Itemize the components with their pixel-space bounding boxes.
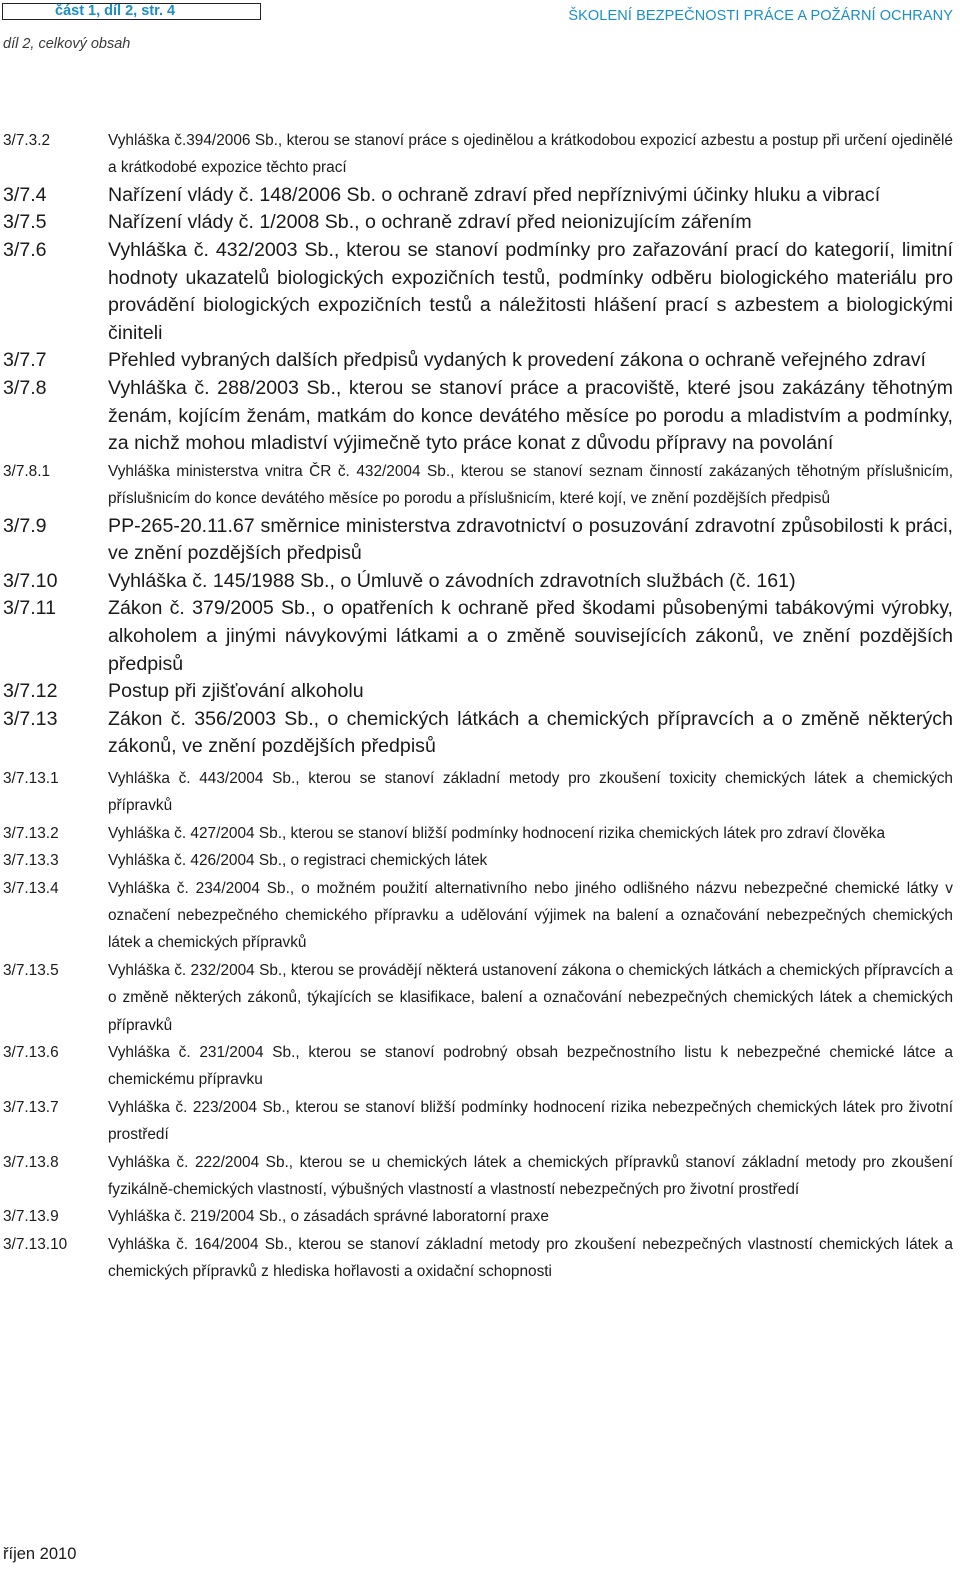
entry-number: 3/7.8.1 bbox=[3, 462, 51, 480]
toc-entry[interactable] bbox=[0, 513, 953, 568]
entry-number: 3/7.13.3 bbox=[3, 852, 59, 870]
toc-entry[interactable] bbox=[0, 182, 953, 210]
entry-number: 3/7.9 bbox=[3, 514, 47, 537]
entry-number: 3/7.7 bbox=[3, 349, 47, 372]
entry-text: Vyhláška ministerstva vnitra ČR č. 432/2004 Sb., kterou se stanoví seznam činností zakázaných těhotným příslušnicím, příslušnicím do konce devátého měsíce po porodu a příslušnicím, které kojí, ve znění pozdějších předpisů bbox=[108, 462, 953, 508]
toc-entry[interactable] bbox=[0, 1231, 953, 1286]
entry-text: Vyhláška č. 427/2004 Sb., kterou se stanoví bližší podmínky hodnocení rizika chemických látek pro zdraví člověka bbox=[108, 824, 886, 842]
toc-entry[interactable] bbox=[0, 820, 953, 847]
entry-text: Vyhláška č. 145/1988 Sb., o Úmluvě o závodních zdravotních službách (č. 161) bbox=[108, 569, 796, 592]
entry-number: 3/7.13.4 bbox=[3, 879, 59, 897]
toc-entry[interactable] bbox=[0, 1039, 953, 1094]
entry-text: Přehled vybraných dalších předpisů vydaných k provedení zákona o ochraně veřejného zdraví bbox=[108, 349, 926, 372]
toc-entry[interactable] bbox=[0, 765, 953, 820]
entry-number: 3/7.6 bbox=[3, 239, 47, 261]
toc-entry[interactable] bbox=[0, 957, 953, 1039]
toc-entry[interactable] bbox=[0, 1149, 953, 1204]
entry-number: 3/7.4 bbox=[3, 183, 47, 206]
entry-number: 3/7.13 bbox=[3, 707, 58, 730]
entry-number: 3/7.13.10 bbox=[3, 1235, 68, 1253]
toc-entry[interactable] bbox=[0, 237, 953, 347]
entry-text: Vyhláška č. 288/2003 Sb., kterou se stanoví práce a pracoviště, které jsou zakázány těhotným ženám, kojícím ženám, matkám do konce devátého měsíce po porodu a mladistvím a podmínky, za nichž mohou mladiství výjimečně tyto práce konat z důvodu přípravy na povolání bbox=[108, 376, 953, 455]
entry-text: Vyhláška č. 231/2004 Sb., kterou se stanoví podrobný obsah bezpečnostního listu k nebezpečné chemické látce a chemickému přípravku bbox=[108, 1043, 953, 1089]
entry-text: Vyhláška č. 223/2004 Sb., kterou se stanoví bližší podmínky hodnocení rizika nebezpečných chemických látek pro životní prostředí bbox=[108, 1098, 953, 1144]
toc-entry[interactable] bbox=[0, 678, 953, 706]
toc-entry[interactable] bbox=[0, 1203, 953, 1230]
entry-number: 3/7.13.8 bbox=[3, 1153, 59, 1171]
toc-entry[interactable] bbox=[0, 875, 953, 957]
table-of-contents bbox=[0, 127, 953, 1286]
entry-text: Vyhláška č. 426/2004 Sb., o registraci chemických látek bbox=[108, 852, 488, 870]
entry-number: 3/7.13.2 bbox=[3, 824, 59, 842]
toc-entry[interactable] bbox=[0, 127, 953, 182]
entry-text: Zákon č. 356/2003 Sb., o chemických látkách a chemických přípravcích a o změně některých zákonů, ve znění pozdějších předpisů bbox=[108, 707, 953, 758]
entry-number: 3/7.3.2 bbox=[3, 132, 51, 149]
entry-number: 3/7.11 bbox=[3, 597, 57, 620]
entry-number: 3/7.8 bbox=[3, 376, 47, 399]
entry-text: Vyhláška č. 432/2003 Sb., kterou se stanoví podmínky pro zařazování prací do kategorií, limitní hodnoty ukazatelů biologických expozičních testů, podmínky odběru biologického materiálu pro provádění biologických expozičních testů a náležitosti hlášení prací s azbestem a biologickými činiteli bbox=[108, 239, 953, 344]
entry-text: Vyhláška č. 164/2004 Sb., kterou se stanoví základní metody pro zkoušení nebezpečných vlastností chemických látek a chemických přípravků z hlediska hořlavosti a oxidační schopnosti bbox=[108, 1235, 953, 1281]
entry-text: Postup při zjišťování alkoholu bbox=[108, 680, 364, 703]
entry-text: Vyhláška č. 222/2004 Sb., kterou se u chemických látek a chemických přípravků stanoví základní metody pro zkoušení fyzikálně-chemických vlastností, výbušných vlastností a vlastností nebezpečných pro životní prostředí bbox=[108, 1153, 953, 1198]
entry-number: 3/7.12 bbox=[3, 680, 58, 703]
entry-text: PP-265-20.11.67 směrnice ministerstva zdravotnictví o posuzování zdravotní způsobilosti k práci, ve znění pozdějších předpisů bbox=[108, 514, 953, 565]
entry-text: Nařízení vlády č. 1/2008 Sb., o ochraně zdraví před neionizujícím zářením bbox=[108, 211, 752, 234]
entry-number: 3/7.13.9 bbox=[3, 1208, 59, 1226]
part-label: část 1, díl 2, str. 4 bbox=[55, 3, 176, 19]
toc-entry[interactable] bbox=[0, 347, 953, 375]
part-indicator bbox=[2, 3, 261, 20]
entry-number: 3/7.13.7 bbox=[3, 1098, 59, 1116]
document-title: ŠKOLENÍ BEZPEČNOSTI PRÁCE A POŽÁRNÍ OCHRANY bbox=[568, 8, 953, 24]
toc-entry[interactable] bbox=[0, 847, 953, 874]
entry-text: Vyhláška č. 232/2004 Sb., kterou se provádějí některá ustanovení zákona o chemických látkách a chemických přípravcích a o změně některých zákonů, týkajících se klasifikace, balení a označování nebezpečných chemických látek a chemických přípravků bbox=[108, 961, 953, 1034]
toc-entry[interactable] bbox=[0, 568, 953, 596]
toc-entry[interactable] bbox=[0, 706, 953, 761]
toc-entry[interactable] bbox=[0, 375, 953, 458]
entry-number: 3/7.13.1 bbox=[3, 769, 59, 787]
section-subtitle: díl 2, celkový obsah bbox=[3, 36, 131, 52]
entry-text: Nařízení vlády č. 148/2006 Sb. o ochraně zdraví před nepříznivými účinky hluku a vibrací bbox=[108, 183, 881, 206]
entry-text: Zákon č. 379/2005 Sb., o opatřeních k ochraně před škodami působenými tabákovými výrobky, alkoholem a jinými návykovými látkami a o změně souvisejících zákonů, ve znění pozdějších předpisů bbox=[108, 597, 953, 675]
entry-number: 3/7.13.5 bbox=[3, 961, 59, 979]
entry-number: 3/7.13.6 bbox=[3, 1043, 59, 1061]
footer-date: říjen 2010 bbox=[3, 1545, 77, 1563]
entry-text: Vyhláška č. 234/2004 Sb., o možném použití alternativního nebo jiného odlišného názvu nebezpečné chemické látky v označení nebezpečného chemického přípravku a udělování výjimek na balení a označování nebezpečných chemických látek a chemických přípravků bbox=[108, 879, 953, 952]
entry-number: 3/7.10 bbox=[3, 569, 58, 592]
toc-entry[interactable] bbox=[0, 1094, 953, 1149]
entry-number: 3/7.5 bbox=[3, 211, 47, 234]
toc-entry[interactable] bbox=[0, 209, 953, 237]
entry-text: Vyhláška č.394/2006 Sb., kterou se stanoví práce s ojedinělou a krátkodobou expozicí azbestu a postup při určení ojedinělé a krátkodobé expozice těchto prací bbox=[108, 132, 953, 177]
entry-text: Vyhláška č. 219/2004 Sb., o zásadách správné laboratorní praxe bbox=[108, 1208, 549, 1226]
entry-text: Vyhláška č. 443/2004 Sb., kterou se stanoví základní metody pro zkoušení toxicity chemických látek a chemických přípravků bbox=[108, 769, 953, 815]
toc-entry[interactable] bbox=[0, 458, 953, 513]
toc-entry[interactable] bbox=[0, 595, 953, 678]
